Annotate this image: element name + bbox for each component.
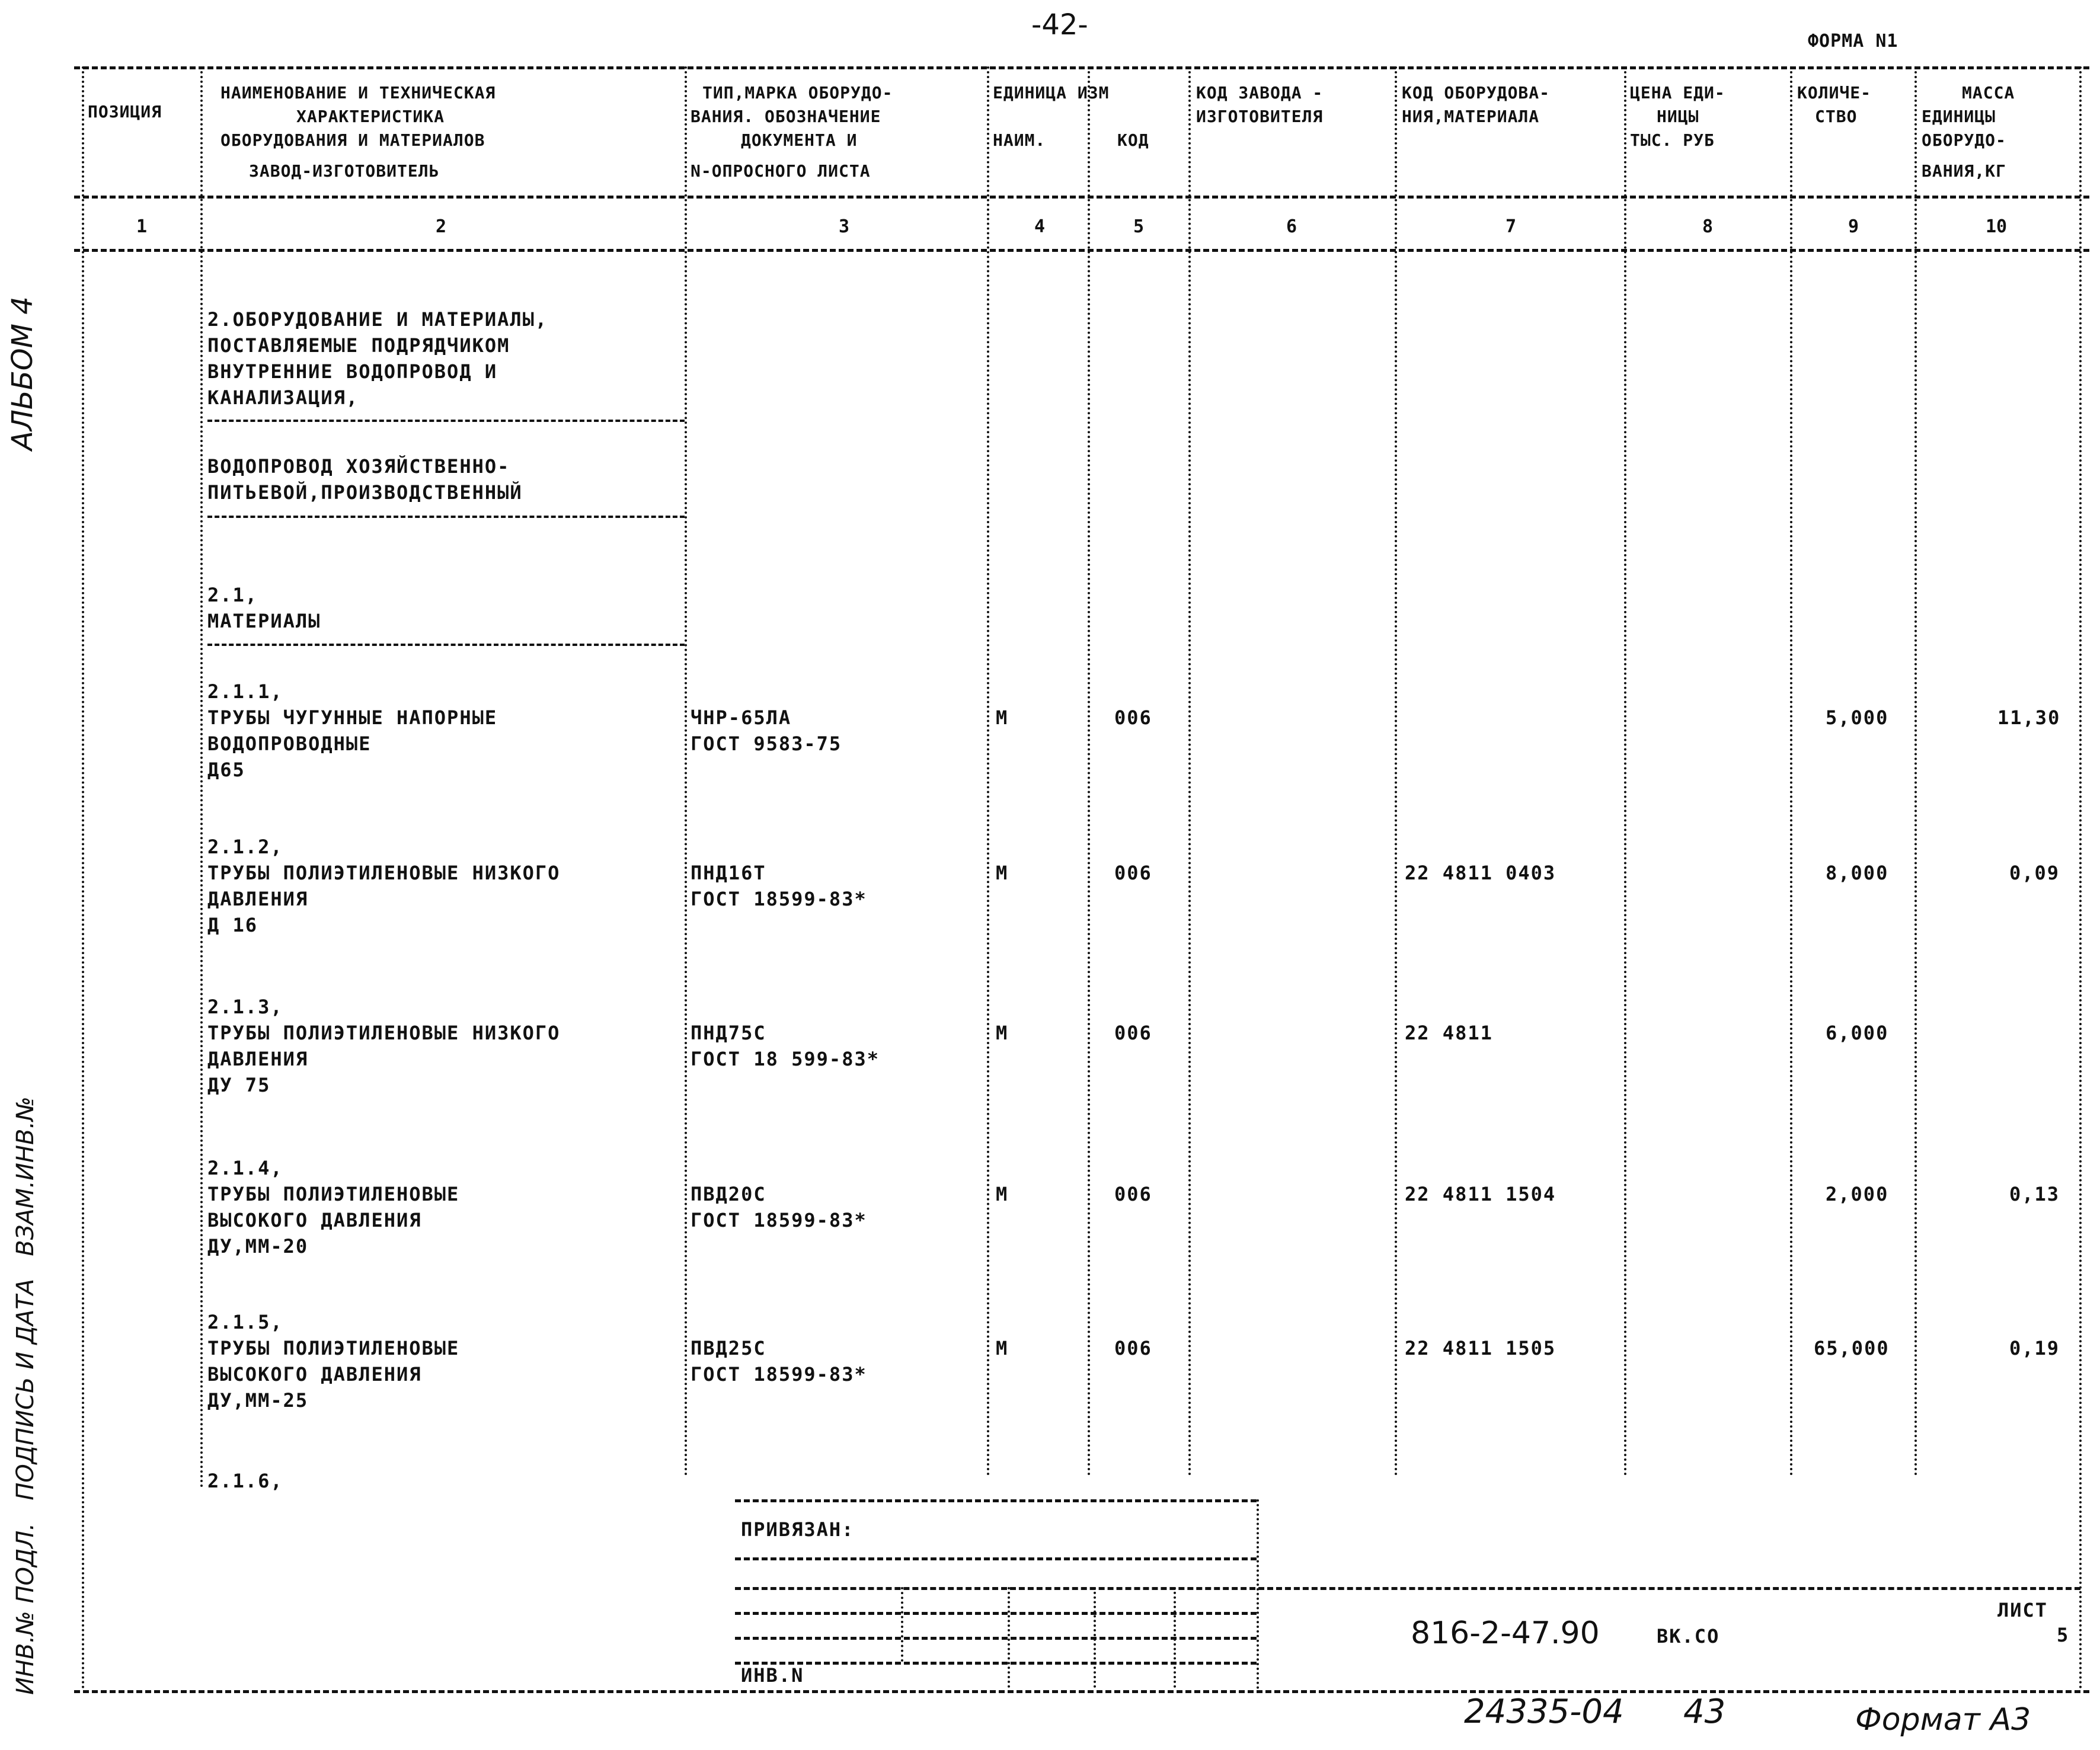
stamp-line <box>735 1587 2080 1590</box>
stamp-vline <box>1008 1587 1010 1688</box>
bottom-number: 24335-04 <box>1464 1693 1624 1731</box>
hdr-qty-2: СТВО <box>1815 107 1858 126</box>
item-3-unit: М <box>996 1022 1009 1044</box>
item-2-mat-code: 22 4811 0403 <box>1405 862 1556 884</box>
item-4-mass: 0,13 <box>2009 1183 2060 1205</box>
stamp-vline <box>1257 1499 1259 1689</box>
hdr-type-1: ТИП,МАРКА ОБОРУДО- <box>702 83 893 103</box>
item-2-type-2: ГОСТ 18599-83* <box>691 888 867 910</box>
page-number: -42- <box>1031 8 1088 41</box>
section-3-line-2: МАТЕРИАЛЫ <box>207 610 321 632</box>
frame-top <box>74 66 2089 69</box>
item-5-type-2: ГОСТ 18599-83* <box>691 1363 867 1386</box>
item-5-name-1: 2.1.5, <box>207 1311 283 1333</box>
hdr-price-3: ТЫС. РУБ <box>1630 130 1715 150</box>
item-4-unit: М <box>996 1183 1009 1205</box>
item-1-type-2: ГОСТ 9583-75 <box>691 732 842 755</box>
item-4-name-1: 2.1.4, <box>207 1157 283 1179</box>
hdr-unit-code: КОД <box>1117 130 1149 150</box>
stamp-inv: ИНВ.N <box>741 1664 804 1687</box>
item-5-qty: 65,000 <box>1814 1337 1890 1359</box>
item-4-name-3: ВЫСОКОГО ДАВЛЕНИЯ <box>207 1209 422 1231</box>
hdr-mass-2: ЕДИНИЦЫ <box>1922 107 1996 126</box>
section-separator <box>207 420 685 422</box>
item-3-name-2: ТРУБЫ ПОЛИЭТИЛЕНОВЫЕ НИЗКОГО <box>207 1022 561 1044</box>
stamp-privyazan: ПРИВЯЗАН: <box>741 1518 855 1541</box>
stamp-line <box>735 1499 1257 1502</box>
colnum-4: 4 <box>1034 216 1046 237</box>
item-3-mat-code: 22 4811 <box>1405 1022 1493 1044</box>
item-5-name-2: ТРУБЫ ПОЛИЭТИЛЕНОВЫЕ <box>207 1337 460 1359</box>
item-2-qty: 8,000 <box>1826 862 1889 884</box>
item-3-type-2: ГОСТ 18 599-83* <box>691 1048 880 1070</box>
colnum-9: 9 <box>1848 216 1859 237</box>
hdr-price-1: ЦЕНА ЕДИ- <box>1630 83 1725 103</box>
stamp-line <box>735 1557 1257 1560</box>
item-3-qty: 6,000 <box>1826 1022 1889 1044</box>
item-4-qty: 2,000 <box>1826 1183 1889 1205</box>
item-2-name-1: 2.1.2, <box>207 836 283 858</box>
item-1-type-1: ЧНР-65ЛА <box>691 706 792 729</box>
item-3-name-3: ДАВЛЕНИЯ <box>207 1048 309 1070</box>
item-1-name-2: ТРУБЫ ЧУГУННЫЕ НАПОРНЫЕ <box>207 706 498 729</box>
hdr-unit: ЕДИНИЦА ИЗМ <box>993 83 1110 103</box>
item-2-name-2: ТРУБЫ ПОЛИЭТИЛЕНОВЫЕ НИЗКОГО <box>207 862 561 884</box>
col-line-10 <box>2079 66 2082 1690</box>
item-1-name-1: 2.1.1, <box>207 680 283 703</box>
hdr-name-4: ЗАВОД-ИЗГОТОВИТЕЛЬ <box>249 161 440 181</box>
stamp-vline <box>1174 1587 1176 1688</box>
item-2-unit: М <box>996 862 1009 884</box>
item-3-type-1: ПНД75С <box>691 1022 766 1044</box>
item-3-name-4: ДУ 75 <box>207 1074 271 1096</box>
stamp-doc-number: 816-2-47.90 <box>1411 1615 1600 1651</box>
hdr-position: ПОЗИЦИЯ <box>88 102 162 121</box>
section-1-line-1: 2.ОБОРУДОВАНИЕ И МАТЕРИАЛЫ, <box>207 308 548 331</box>
item-4-code: 006 <box>1114 1183 1152 1205</box>
section-2-line-1: ВОДОПРОВОД ХОЗЯЙСТВЕННО- <box>207 455 510 478</box>
item-1-name-4: Д65 <box>207 759 245 781</box>
colnum-8: 8 <box>1702 216 1714 237</box>
hdr-maker-code-1: КОД ЗАВОДА - <box>1196 83 1324 103</box>
side-album-label: АЛЬБОМ 4 <box>6 296 39 450</box>
item-1-qty: 5,000 <box>1826 706 1889 729</box>
hdr-mat-code-2: НИЯ,МАТЕРИАЛА <box>1402 107 1540 126</box>
section-1-line-4: КАНАЛИЗАЦИЯ, <box>207 386 359 409</box>
item-5-name-3: ВЫСОКОГО ДАВЛЕНИЯ <box>207 1363 422 1386</box>
col-line-5 <box>1188 66 1191 1477</box>
col-line-3 <box>987 66 989 1477</box>
section-1-line-3: ВНУТРЕННИЕ ВОДОПРОВОД И <box>207 360 498 383</box>
hdr-price-2: НИЦЫ <box>1657 107 1699 126</box>
item-5-name-4: ДУ,ММ-25 <box>207 1389 309 1412</box>
col-line-0 <box>82 66 84 1690</box>
hdr-name-1: НАИМЕНОВАНИЕ И ТЕХНИЧЕСКАЯ <box>220 83 496 103</box>
item-2-name-3: ДАВЛЕНИЯ <box>207 888 309 910</box>
section-2-line-2: ПИТЬЕВОЙ,ПРОИЗВОДСТВЕННЫЙ <box>207 481 523 504</box>
section-separator <box>207 644 685 646</box>
form-label: ФОРМА N1 <box>1808 31 1898 52</box>
item-1-unit: М <box>996 706 1009 729</box>
frame-bottom <box>74 1690 2089 1693</box>
item-2-name-4: Д 16 <box>207 914 258 936</box>
item-1-mass: 11,30 <box>1997 706 2061 729</box>
item-1-code: 006 <box>1114 706 1152 729</box>
hdr-qty-1: КОЛИЧЕ- <box>1797 83 1872 103</box>
format-label: Формат А3 <box>1855 1702 2031 1738</box>
colnum-6: 6 <box>1286 216 1297 237</box>
hdr-mass-3: ОБОРУДО- <box>1922 130 2006 150</box>
item-4-type-2: ГОСТ 18599-83* <box>691 1209 867 1231</box>
header-bottom <box>74 196 2089 199</box>
item-5-mat-code: 22 4811 1505 <box>1405 1337 1556 1359</box>
colnum-7: 7 <box>1506 216 1517 237</box>
side-stamp-labels: ИНВ.№ ПОДЛ. ПОДПИСЬ И ДАТА ВЗАМ.ИНВ.№ <box>12 1096 39 1695</box>
item-6-number: 2.1.6, <box>207 1470 283 1492</box>
hdr-name-3: ОБОРУДОВАНИЯ И МАТЕРИАЛОВ <box>220 130 485 150</box>
section-3-line-1: 2.1, <box>207 584 258 606</box>
colnum-10: 10 <box>1986 216 2008 237</box>
item-3-name-1: 2.1.3, <box>207 996 283 1018</box>
stamp-doc-suffix: ВК.СО <box>1657 1625 1720 1647</box>
col-line-2 <box>685 66 687 1477</box>
item-1-name-3: ВОДОПРОВОДНЫЕ <box>207 732 372 755</box>
bottom-copy: 43 <box>1683 1693 1726 1731</box>
item-2-mass: 0,09 <box>2009 862 2060 884</box>
colnum-5: 5 <box>1133 216 1145 237</box>
hdr-type-3: ДОКУМЕНТА И <box>741 130 858 150</box>
colnum-2: 2 <box>436 216 447 237</box>
item-2-type-1: ПНД16Т <box>691 862 766 884</box>
item-5-mass: 0,19 <box>2009 1337 2060 1359</box>
item-5-unit: М <box>996 1337 1009 1359</box>
hdr-mass-4: ВАНИЯ,КГ <box>1922 161 2006 181</box>
col-line-9 <box>1914 66 1917 1477</box>
stamp-vline <box>901 1587 903 1662</box>
hdr-maker-code-2: ИЗГОТОВИТЕЛЯ <box>1196 107 1324 126</box>
section-1-line-2: ПОСТАВЛЯЕМЫЕ ПОДРЯДЧИКОМ <box>207 334 510 357</box>
item-3-code: 006 <box>1114 1022 1152 1044</box>
stamp-line <box>735 1637 1257 1640</box>
item-4-name-2: ТРУБЫ ПОЛИЭТИЛЕНОВЫЕ <box>207 1183 460 1205</box>
hdr-name-2: ХАРАКТЕРИСТИКА <box>296 107 445 126</box>
colnum-1: 1 <box>136 216 148 237</box>
hdr-type-4: N-ОПРОСНОГО ЛИСТА <box>691 161 871 181</box>
col-line-6 <box>1395 66 1397 1477</box>
stamp-sheet-number: 5 <box>2057 1624 2070 1646</box>
col-line-8 <box>1790 66 1792 1477</box>
col-line-7 <box>1624 66 1626 1477</box>
col-line-1 <box>200 66 203 1489</box>
item-5-type-1: ПВД25С <box>691 1337 766 1359</box>
hdr-mass-1: МАССА <box>1962 83 2015 103</box>
section-separator <box>207 516 685 518</box>
item-4-name-4: ДУ,ММ-20 <box>207 1235 309 1258</box>
item-5-code: 006 <box>1114 1337 1152 1359</box>
stamp-vline <box>1094 1587 1096 1688</box>
hdr-mat-code-1: КОД ОБОРУДОВА- <box>1402 83 1551 103</box>
colnum-bottom <box>74 249 2089 252</box>
stamp-sheet-label: ЛИСТ <box>1997 1599 2048 1621</box>
item-4-mat-code: 22 4811 1504 <box>1405 1183 1556 1205</box>
item-2-code: 006 <box>1114 862 1152 884</box>
stamp-line <box>735 1662 1257 1665</box>
hdr-type-2: ВАНИЯ. ОБОЗНАЧЕНИЕ <box>691 107 881 126</box>
col-line-4 <box>1088 66 1090 1477</box>
hdr-unit-name: НАИМ. <box>993 130 1046 150</box>
colnum-3: 3 <box>839 216 850 237</box>
stamp-line <box>735 1612 1257 1615</box>
item-4-type-1: ПВД20С <box>691 1183 766 1205</box>
